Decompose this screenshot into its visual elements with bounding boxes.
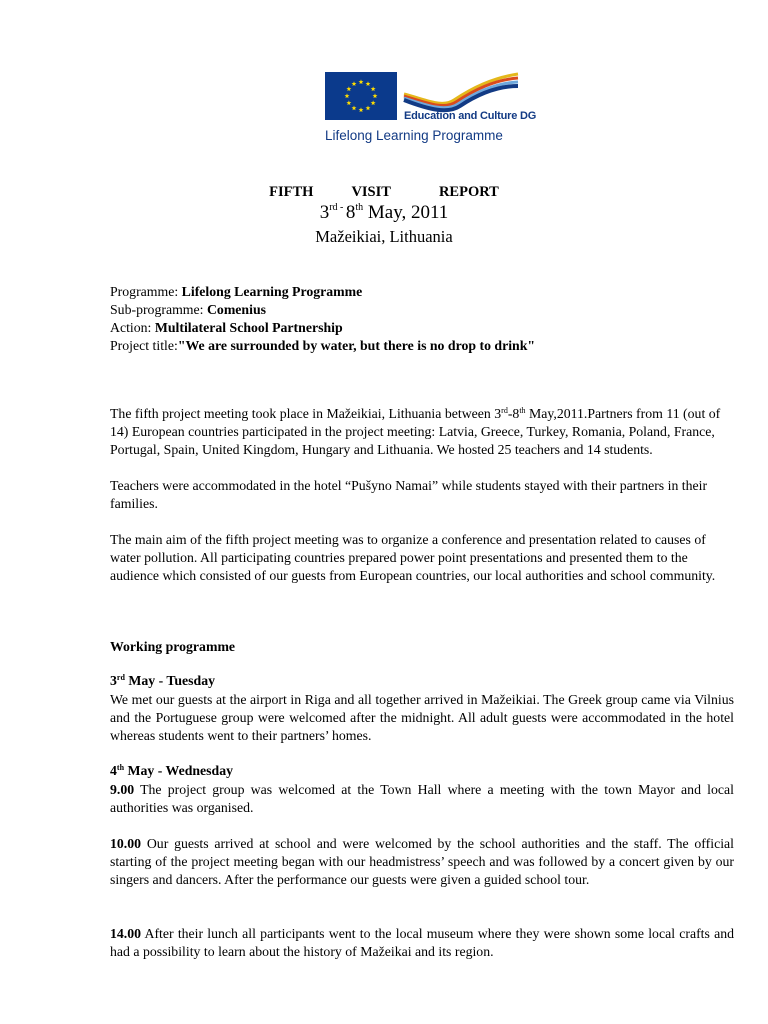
action-row: Action: Multilateral School Partnership bbox=[110, 320, 343, 335]
day-text-tuesday: We met our guests at the airport in Riga and all together arrived in Mažeikiai. The Greek group came via Vilnius and the Portuguese group were welcomed after the midnight. All adult guests were accommodated in the hotel whereas students went to their partners’ homes. bbox=[110, 692, 734, 743]
title-word-3: REPORT bbox=[438, 184, 499, 200]
report-place: Mažeikiai, Lithuania bbox=[315, 227, 453, 246]
subprogramme-row: Sub-programme: Comenius bbox=[110, 302, 266, 317]
swoosh-icon bbox=[402, 70, 520, 114]
llp-label: Lifelong Learning Programme bbox=[325, 128, 503, 143]
intro-paragraph-2: Teachers were accommodated in the hotel “Pušyno Namai” while students stayed with their partners in their families. bbox=[110, 478, 708, 511]
intro-paragraph-3: The main aim of the fifth project meeting was to organize a conference and presentation related to causes of water pollution. All participating countries prepared power point presentations and presented them to the audience which consisted of our guests from European countries, our local authorities and school community. bbox=[110, 532, 716, 583]
date-rest: May, 2011 bbox=[363, 202, 449, 223]
intro-paragraph-1: The fifth project meeting took place in Mažeikiai, Lithuania between 3rd-8th May,2011.Partners from 11 (out of 14) European countries participated in the project meeting: Latvia, Greece, Turkey, Romania, Poland, France, Portugal, Spain, United Kingdom, Hungary and Lithuania. We hosted 25 teachers and 14 students. bbox=[110, 406, 721, 457]
eu-llp-logo bbox=[322, 70, 537, 148]
date-end: 8 bbox=[345, 202, 356, 223]
title-word-2: VISIT bbox=[351, 184, 391, 200]
date-start-sup: rd - bbox=[329, 202, 346, 213]
report-title bbox=[0, 184, 768, 201]
date-start: 3 bbox=[319, 202, 330, 223]
event-1400: 14.00 After their lunch all participants went to the local museum where they were shown some local crafts and had a possibility to learn about the history of Mažeikai and its region. bbox=[110, 926, 734, 959]
programme-info bbox=[110, 283, 730, 355]
event-0900: 9.00 The project group was welcomed at the Town Hall where a meeting with the town Mayor and local authorities was organised. bbox=[110, 782, 734, 815]
day-heading-tuesday: 3rd May - Tuesday bbox=[110, 673, 215, 688]
day-heading-wednesday: 4th May - Wednesday bbox=[110, 763, 234, 778]
date-end-sup: th bbox=[355, 202, 364, 213]
programme-row: Programme: Lifelong Learning Programme bbox=[110, 284, 363, 299]
project-title-row: Project title:"We are surrounded by water, but there is no drop to drink" bbox=[110, 338, 536, 353]
title-word-1: FIFTH bbox=[269, 184, 314, 200]
event-1000: 10.00 Our guests arrived at school and were welcomed by the school authorities and the staff. The official starting of the project meeting began with our headmistress’ speech and was followed by a concert given by our singers and dancers. After the performance our guests were given a guided school tour. bbox=[110, 836, 734, 887]
eu-flag-icon bbox=[325, 72, 397, 120]
working-programme-heading: Working programme bbox=[110, 639, 236, 654]
report-date bbox=[0, 202, 768, 224]
dg-label: Education and Culture DG bbox=[404, 110, 537, 122]
